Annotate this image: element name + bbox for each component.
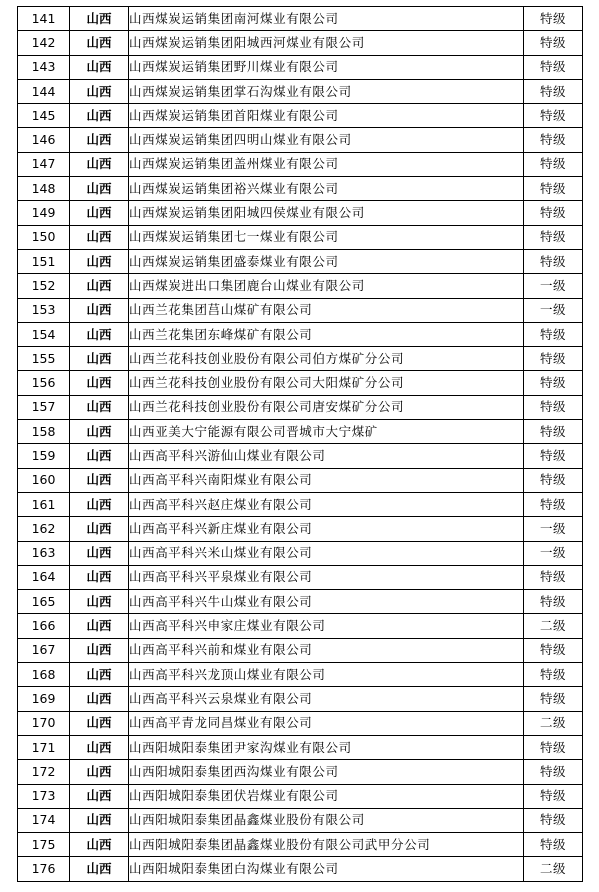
- safety-level-cell: 一级: [524, 541, 583, 565]
- safety-level-cell: 特级: [524, 808, 583, 832]
- row-number-cell: 159: [18, 444, 70, 468]
- company-name-cell: 山西煤炭运销集团裕兴煤业有限公司: [129, 177, 524, 201]
- row-number-cell: 154: [18, 322, 70, 346]
- safety-level-cell: 特级: [524, 565, 583, 589]
- company-name-cell: 山西阳城阳泰集团尹家沟煤业有限公司: [129, 735, 524, 759]
- province-cell: 山西: [70, 833, 129, 857]
- safety-level-cell: 特级: [524, 784, 583, 808]
- company-name-cell: 山西兰花集团东峰煤矿有限公司: [129, 322, 524, 346]
- table-row: [18, 857, 583, 881]
- row-number-cell: 153: [18, 298, 70, 322]
- row-number-cell: 147: [18, 152, 70, 176]
- row-number-cell: 172: [18, 760, 70, 784]
- safety-level-cell: 特级: [524, 420, 583, 444]
- safety-level-cell: 特级: [524, 590, 583, 614]
- row-number-cell: 152: [18, 274, 70, 298]
- table-row: [18, 468, 583, 492]
- table-row: [18, 79, 583, 103]
- company-name-cell: 山西高平科兴云泉煤业有限公司: [129, 687, 524, 711]
- row-number-cell: 145: [18, 104, 70, 128]
- table-row: [18, 590, 583, 614]
- company-name-cell: 山西高平科兴米山煤业有限公司: [129, 541, 524, 565]
- table-row: [18, 104, 583, 128]
- row-number-cell: 158: [18, 420, 70, 444]
- table-row: [18, 760, 583, 784]
- safety-level-cell: 特级: [524, 201, 583, 225]
- province-cell: 山西: [70, 590, 129, 614]
- province-cell: 山西: [70, 444, 129, 468]
- table-row: [18, 735, 583, 759]
- table-row: [18, 177, 583, 201]
- province-cell: 山西: [70, 31, 129, 55]
- safety-level-cell: 特级: [524, 104, 583, 128]
- row-number-cell: 160: [18, 468, 70, 492]
- company-name-cell: 山西阳城阳泰集团白沟煤业有限公司: [129, 857, 524, 881]
- province-cell: 山西: [70, 541, 129, 565]
- safety-level-cell: 特级: [524, 249, 583, 273]
- table-row: [18, 541, 583, 565]
- table-row: [18, 492, 583, 516]
- province-cell: 山西: [70, 7, 129, 31]
- province-cell: 山西: [70, 565, 129, 589]
- safety-level-cell: 特级: [524, 177, 583, 201]
- row-number-cell: 143: [18, 55, 70, 79]
- row-number-cell: 157: [18, 395, 70, 419]
- safety-level-cell: 特级: [524, 492, 583, 516]
- province-cell: 山西: [70, 808, 129, 832]
- company-name-cell: 山西兰花集团莒山煤矿有限公司: [129, 298, 524, 322]
- safety-level-cell: 二级: [524, 857, 583, 881]
- safety-level-cell: 特级: [524, 225, 583, 249]
- company-name-cell: 山西煤炭运销集团首阳煤业有限公司: [129, 104, 524, 128]
- table-row: [18, 565, 583, 589]
- company-name-cell: 山西兰花科技创业股份有限公司伯方煤矿分公司: [129, 347, 524, 371]
- safety-level-cell: 一级: [524, 298, 583, 322]
- row-number-cell: 167: [18, 638, 70, 662]
- table-row: [18, 225, 583, 249]
- safety-level-cell: 特级: [524, 128, 583, 152]
- safety-level-cell: 特级: [524, 735, 583, 759]
- safety-level-cell: 特级: [524, 638, 583, 662]
- table-row: [18, 395, 583, 419]
- table-row: [18, 784, 583, 808]
- table-row: [18, 152, 583, 176]
- safety-level-cell: 一级: [524, 274, 583, 298]
- province-cell: 山西: [70, 79, 129, 103]
- row-number-cell: 173: [18, 784, 70, 808]
- province-cell: 山西: [70, 225, 129, 249]
- row-number-cell: 149: [18, 201, 70, 225]
- company-name-cell: 山西阳城阳泰集团晶鑫煤业股份有限公司武甲分公司: [129, 833, 524, 857]
- safety-level-cell: 特级: [524, 371, 583, 395]
- company-name-cell: 山西阳城阳泰集团西沟煤业有限公司: [129, 760, 524, 784]
- row-number-cell: 166: [18, 614, 70, 638]
- table-row: [18, 7, 583, 31]
- safety-level-cell: 二级: [524, 614, 583, 638]
- company-name-cell: 山西煤炭进出口集团鹿台山煤业有限公司: [129, 274, 524, 298]
- province-cell: 山西: [70, 201, 129, 225]
- row-number-cell: 155: [18, 347, 70, 371]
- table-row: [18, 298, 583, 322]
- safety-level-cell: 特级: [524, 31, 583, 55]
- province-cell: 山西: [70, 760, 129, 784]
- table-row: [18, 833, 583, 857]
- province-cell: 山西: [70, 104, 129, 128]
- company-name-cell: 山西高平科兴新庄煤业有限公司: [129, 517, 524, 541]
- safety-level-cell: 特级: [524, 760, 583, 784]
- row-number-cell: 169: [18, 687, 70, 711]
- table-row: [18, 614, 583, 638]
- company-name-cell: 山西高平科兴南阳煤业有限公司: [129, 468, 524, 492]
- company-name-cell: 山西阳城阳泰集团晶鑫煤业股份有限公司: [129, 808, 524, 832]
- company-name-cell: 山西高平科兴平泉煤业有限公司: [129, 565, 524, 589]
- row-number-cell: 144: [18, 79, 70, 103]
- province-cell: 山西: [70, 492, 129, 516]
- row-number-cell: 162: [18, 517, 70, 541]
- row-number-cell: 150: [18, 225, 70, 249]
- table-row: [18, 808, 583, 832]
- row-number-cell: 174: [18, 808, 70, 832]
- table-row: [18, 638, 583, 662]
- company-name-cell: 山西煤炭运销集团七一煤业有限公司: [129, 225, 524, 249]
- row-number-cell: 146: [18, 128, 70, 152]
- safety-level-cell: 特级: [524, 322, 583, 346]
- province-cell: 山西: [70, 517, 129, 541]
- company-name-cell: 山西高平科兴牛山煤业有限公司: [129, 590, 524, 614]
- safety-level-cell: 特级: [524, 55, 583, 79]
- company-name-cell: 山西煤炭运销集团南河煤业有限公司: [129, 7, 524, 31]
- company-name-cell: 山西煤炭运销集团野川煤业有限公司: [129, 55, 524, 79]
- company-name-cell: 山西高平科兴游仙山煤业有限公司: [129, 444, 524, 468]
- province-cell: 山西: [70, 298, 129, 322]
- row-number-cell: 148: [18, 177, 70, 201]
- company-name-cell: 山西阳城阳泰集团伏岩煤业有限公司: [129, 784, 524, 808]
- province-cell: 山西: [70, 371, 129, 395]
- company-name-cell: 山西煤炭运销集团阳城四侯煤业有限公司: [129, 201, 524, 225]
- safety-level-cell: 特级: [524, 833, 583, 857]
- row-number-cell: 171: [18, 735, 70, 759]
- coal-mine-table: [17, 6, 583, 882]
- company-name-cell: 山西高平科兴龙顶山煤业有限公司: [129, 663, 524, 687]
- province-cell: 山西: [70, 857, 129, 881]
- company-name-cell: 山西煤炭运销集团盖州煤业有限公司: [129, 152, 524, 176]
- row-number-cell: 142: [18, 31, 70, 55]
- company-name-cell: 山西煤炭运销集团掌石沟煤业有限公司: [129, 79, 524, 103]
- table-row: [18, 55, 583, 79]
- company-name-cell: 山西兰花科技创业股份有限公司唐安煤矿分公司: [129, 395, 524, 419]
- province-cell: 山西: [70, 249, 129, 273]
- company-name-cell: 山西高平青龙同昌煤业有限公司: [129, 711, 524, 735]
- company-name-cell: 山西煤炭运销集团阳城西河煤业有限公司: [129, 31, 524, 55]
- safety-level-cell: 二级: [524, 711, 583, 735]
- safety-level-cell: 特级: [524, 152, 583, 176]
- province-cell: 山西: [70, 784, 129, 808]
- company-name-cell: 山西煤炭运销集团盛泰煤业有限公司: [129, 249, 524, 273]
- table-row: [18, 444, 583, 468]
- province-cell: 山西: [70, 128, 129, 152]
- table-row: [18, 128, 583, 152]
- province-cell: 山西: [70, 347, 129, 371]
- province-cell: 山西: [70, 735, 129, 759]
- row-number-cell: 141: [18, 7, 70, 31]
- safety-level-cell: 特级: [524, 663, 583, 687]
- row-number-cell: 156: [18, 371, 70, 395]
- safety-level-cell: 一级: [524, 517, 583, 541]
- province-cell: 山西: [70, 152, 129, 176]
- row-number-cell: 151: [18, 249, 70, 273]
- row-number-cell: 165: [18, 590, 70, 614]
- company-name-cell: 山西兰花科技创业股份有限公司大阳煤矿分公司: [129, 371, 524, 395]
- province-cell: 山西: [70, 663, 129, 687]
- province-cell: 山西: [70, 420, 129, 444]
- company-name-cell: 山西高平科兴赵庄煤业有限公司: [129, 492, 524, 516]
- table-row: [18, 322, 583, 346]
- table-row: [18, 687, 583, 711]
- province-cell: 山西: [70, 395, 129, 419]
- company-name-cell: 山西高平科兴前和煤业有限公司: [129, 638, 524, 662]
- safety-level-cell: 特级: [524, 444, 583, 468]
- row-number-cell: 161: [18, 492, 70, 516]
- province-cell: 山西: [70, 322, 129, 346]
- company-name-cell: 山西高平科兴申家庄煤业有限公司: [129, 614, 524, 638]
- province-cell: 山西: [70, 274, 129, 298]
- row-number-cell: 164: [18, 565, 70, 589]
- table-row: [18, 274, 583, 298]
- safety-level-cell: 特级: [524, 687, 583, 711]
- province-cell: 山西: [70, 177, 129, 201]
- table-row: [18, 201, 583, 225]
- table-row: [18, 663, 583, 687]
- row-number-cell: 168: [18, 663, 70, 687]
- province-cell: 山西: [70, 711, 129, 735]
- safety-level-cell: 特级: [524, 79, 583, 103]
- safety-level-cell: 特级: [524, 347, 583, 371]
- document-page: [17, 6, 582, 882]
- table-row: [18, 711, 583, 735]
- company-name-cell: 山西煤炭运销集团四明山煤业有限公司: [129, 128, 524, 152]
- province-cell: 山西: [70, 687, 129, 711]
- company-name-cell: 山西亚美大宁能源有限公司晋城市大宁煤矿: [129, 420, 524, 444]
- table-row: [18, 420, 583, 444]
- row-number-cell: 176: [18, 857, 70, 881]
- row-number-cell: 163: [18, 541, 70, 565]
- table-row: [18, 31, 583, 55]
- row-number-cell: 175: [18, 833, 70, 857]
- table-row: [18, 347, 583, 371]
- province-cell: 山西: [70, 614, 129, 638]
- safety-level-cell: 特级: [524, 7, 583, 31]
- province-cell: 山西: [70, 638, 129, 662]
- table-row: [18, 517, 583, 541]
- row-number-cell: 170: [18, 711, 70, 735]
- table-row: [18, 371, 583, 395]
- table-row: [18, 249, 583, 273]
- province-cell: 山西: [70, 55, 129, 79]
- safety-level-cell: 特级: [524, 468, 583, 492]
- table-body: [18, 7, 583, 882]
- province-cell: 山西: [70, 468, 129, 492]
- safety-level-cell: 特级: [524, 395, 583, 419]
